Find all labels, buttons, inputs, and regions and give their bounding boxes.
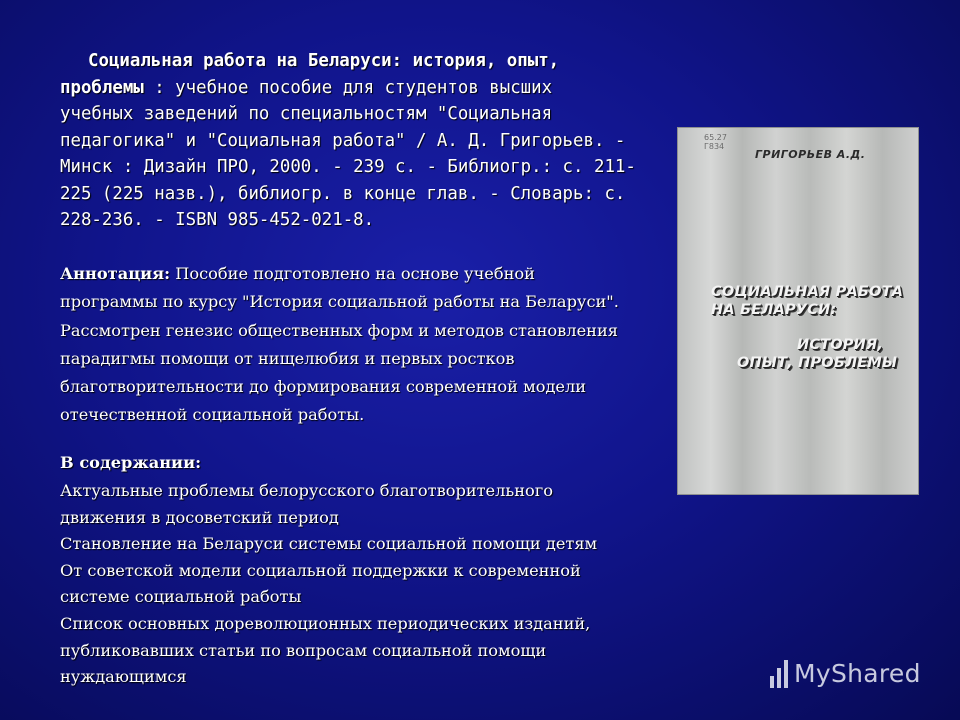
watermark [770,653,921,693]
contents-line: Становление на Беларуси системы социальной помощи детям [60,534,598,554]
cover-title-line-4: ОПЫТ, ПРОБЛЕМЫ [737,355,898,371]
bib-line-1: Социальная работа на Беларуси: история, опыт, [88,51,560,71]
annotation-line-4: парадигмы помощи от нищелюбия и первых ростков [60,348,515,368]
contents-line: От советской модели социальной поддержки к современной [60,560,581,580]
contents-line: публиковавших статьи по вопросам социальной помощи [60,640,547,660]
annotation-line-6: отечественной социальной работы. [60,405,365,425]
bib-line-4: педагогика" и "Социальная работа" / А. Д. Григорьев. - [60,130,626,151]
book-cover-image [677,127,919,495]
bib-line-7: 228-236. - ISBN 985-452-021-8. [60,210,375,230]
bar-chart-icon [770,658,788,688]
cover-title-line-3: ИСТОРИЯ, [797,337,884,353]
contents-line: системе социальной работы [60,587,302,607]
bib-line-5: Минск : Дизайн ПРО, 2000. - 239 с. - Библиогр.: с. 211- [60,157,636,177]
cover-title-line-1: СОЦИАЛЬНАЯ РАБОТА [711,284,904,300]
annotation-line-1: Аннотация: Пособие подготовлено на основе учебной [60,264,535,283]
annotation-line-5: благотворительности до формирования современной модели [60,377,587,397]
bib-line-2 [60,75,670,102]
bib-line-6: 225 (225 назв.), библиогр. в конце глав. - Словарь: с. [60,183,626,204]
contents-line: нуждающимся [60,667,187,687]
contents-line: Актуальные проблемы белорусского благотворительного [60,481,553,500]
contents-list [60,478,700,691]
bibliographic-record [60,48,670,234]
bib-bold-start: проблемы [60,77,144,98]
watermark-text: MyShared [794,658,921,688]
annotation-line-3: Рассмотрен генезис общественных форм и методов становления [60,320,618,340]
cover-title-line-2: НА БЕЛАРУСИ: [711,302,837,318]
cover-author: ГРИГОРЬЕВ А.Д. [755,148,866,161]
annotation-label: Аннотация: [60,264,171,283]
annotation-line-2: программы по курсу "История социальной работы на Беларуси". [60,292,619,312]
contents-line: Список основных дореволюционных периодических изданий, [60,613,591,633]
contents-line: движения в досоветский период [60,507,339,527]
cover-library-stamp: 65.27 Г834 [704,133,727,151]
bib-line-3: учебных заведений по специальностям "Социальная [60,104,553,124]
annotation [60,260,700,430]
bib-line-2-rest: : учебное пособие для студентов высших [143,77,553,98]
contents-heading: В содержании: [60,453,202,472]
